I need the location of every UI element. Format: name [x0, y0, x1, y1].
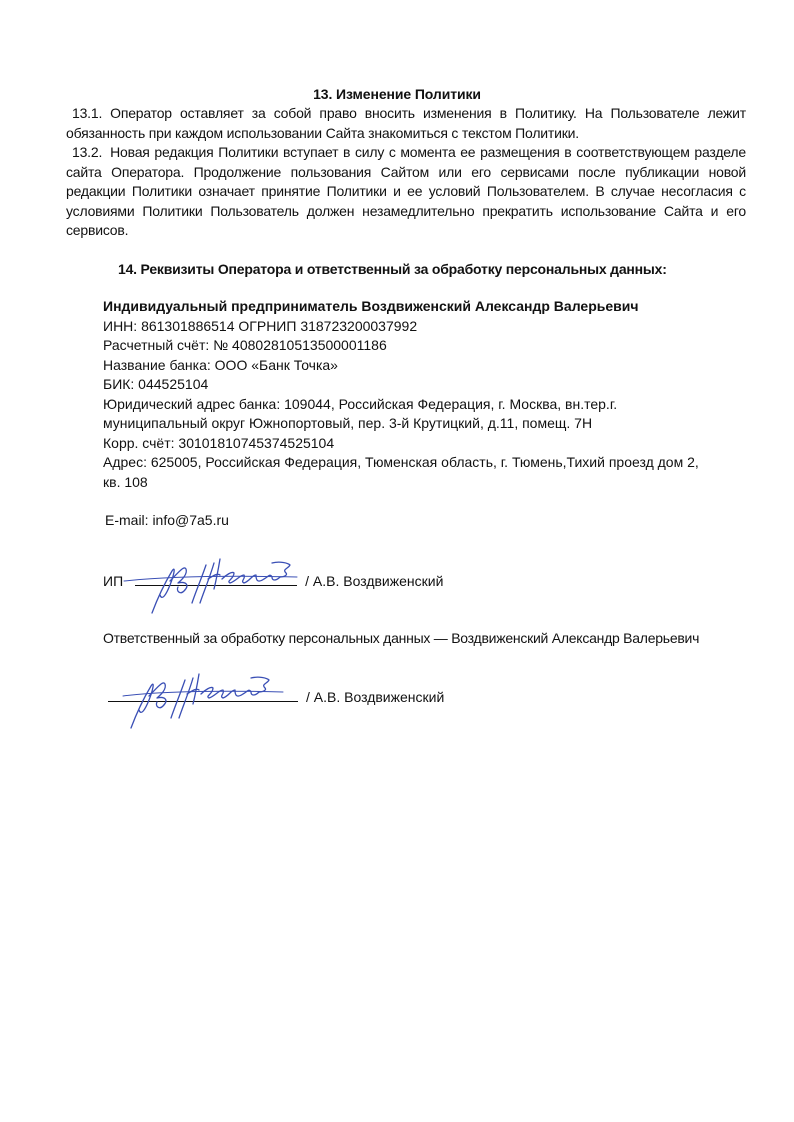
requisite-line: Юридический адрес банка: 109044, Российская Федерация, г. Москва, вн.тер.г.	[103, 395, 618, 412]
requisite-line: муниципальный округ Южнопортовый, пер. 3-й Крутицкий, д.11, помещ. 7Н	[103, 415, 593, 431]
requisite-line: Корр. счёт: 30101810745374525104	[103, 434, 335, 451]
paragraph-text: Новая редакция Политики вступает в силу с момента ее размещения в соответствующем разделе сайта Оператора. Продолжение пользования Сайтом или его сервисами после публикации новой редакции Политики означает принятие Политики и ее условий Пользователем. В случае несогласия с условиями Политики Пользователь должен незамедлительно прекратить использование Сайта и его сервисов.	[66, 144, 746, 238]
section-14-heading: 14. Реквизиты Оператора и ответственный за обработку персональных данных:	[118, 261, 667, 277]
signer-name: / А.В. Воздвиженский	[305, 573, 444, 589]
requisite-line: ИНН: 861301886514 ОГРНИП 318723200037992	[103, 317, 418, 334]
handwritten-signature	[105, 666, 285, 734]
ip-label: ИП	[103, 573, 124, 589]
operator-name: Индивидуальный предприниматель Воздвиженский Александр Валерьевич	[103, 298, 639, 314]
paragraph-number: 13.2.	[72, 144, 103, 160]
paragraph-13-1	[66, 104, 746, 143]
email-line: E-mail: info@7a5.ru	[105, 512, 229, 528]
requisite-line: Название банка: ООО «Банк Точка»	[103, 356, 338, 373]
requisite-line: Расчетный счёт: № 40802810513500001186	[103, 337, 387, 353]
responsible-person-line: Ответственный за обработку персональных данных — Воздвиженский Александр Валерьевич	[103, 630, 700, 646]
paragraph-13-2	[66, 143, 746, 241]
requisite-line: БИК: 044525104	[103, 376, 209, 392]
paragraph-number: 13.1.	[72, 105, 103, 121]
operator-requisites	[103, 297, 763, 492]
signer-name: / А.В. Воздвиженский	[306, 689, 445, 705]
requisite-line: кв. 108	[103, 473, 148, 490]
handwritten-signature	[122, 551, 302, 619]
section-13-heading: 13. Изменение Политики	[313, 86, 481, 102]
paragraph-text: Оператор оставляет за собой право вносить изменения в Политику. На Пользователе лежит обязанность при каждом использовании Сайта знакомиться с текстом Политики.	[66, 105, 746, 141]
requisite-line: Адрес: 625005, Российская Федерация, Тюменская область, г. Тюмень,Тихий проезд дом 2,	[103, 454, 699, 470]
